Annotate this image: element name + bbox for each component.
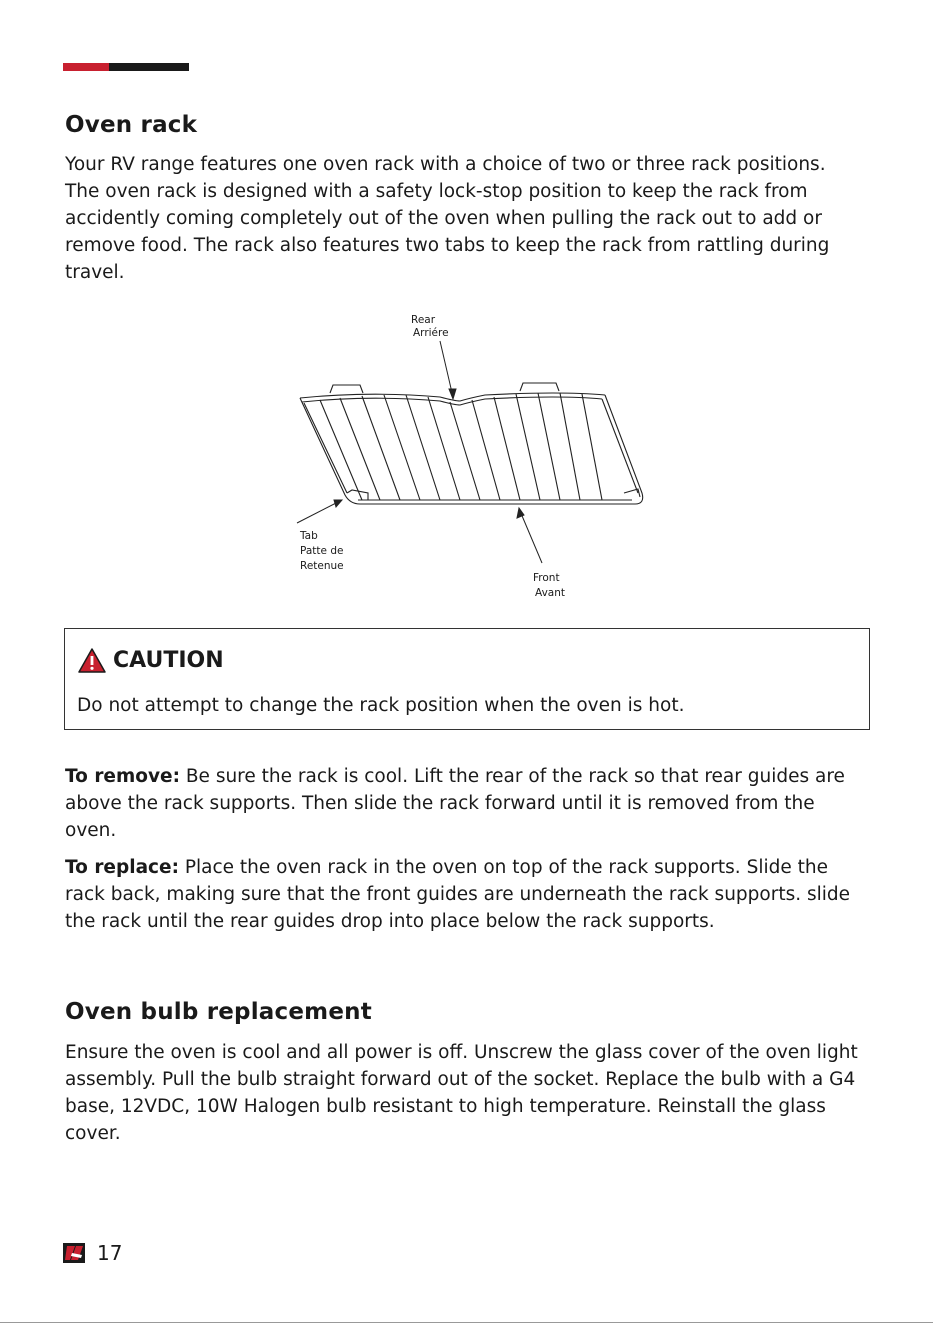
bottom-rule [0, 1322, 933, 1323]
label-rear-fr: Arriére [413, 327, 449, 339]
oven-rack-heading: Oven rack [65, 112, 198, 138]
page-number: 17 [97, 1241, 123, 1265]
label-tab-en: Tab [300, 530, 318, 542]
accent-bar-red [63, 63, 109, 71]
label-tab-fr-1: Patte de [300, 545, 344, 557]
brand-logo-icon [63, 1243, 85, 1263]
accent-bar-dark [109, 63, 189, 71]
oven-bulb-body: Ensure the oven is cool and all power is off. Unscrew the glass cover of the oven light assembly. Pull the bulb straight forward out of the socket. Replace the bulb with a G4 base, 12VDC, 10W Halogen bulb resistant to high temperature. Reinstall the glass cover. [65, 1042, 858, 1144]
caution-text: Do not attempt to change the rack position when the oven is hot. [77, 695, 685, 716]
replace-text: Place the oven rack in the oven on top of the rack supports. Slide the rack back, making sure that the front guides are underneath the rack supports. slide the rack until the rear guides drop into place below the rack supports. [65, 857, 851, 932]
label-front-en: Front [533, 572, 560, 584]
caution-header [77, 647, 224, 674]
remove-instructions [65, 763, 865, 844]
remove-label: To remove: [65, 766, 180, 787]
label-rear-en: Rear [411, 314, 436, 326]
oven-bulb-heading: Oven bulb replacement [65, 999, 372, 1025]
header-accent-bar [63, 63, 189, 71]
label-front-fr: Avant [535, 587, 565, 599]
caution-title: CAUTION [113, 648, 224, 673]
replace-instructions [65, 854, 865, 935]
label-tab-fr-2: Retenue [300, 560, 344, 572]
replace-label: To replace: [65, 857, 179, 878]
caution-box [64, 628, 870, 730]
warning-triangle-icon [77, 647, 107, 674]
oven-rack-diagram [280, 305, 660, 605]
remove-text: Be sure the rack is cool. Lift the rear of the rack so that rear guides are above the rack supports. Then slide the rack forward until it is removed from the oven. [65, 766, 845, 841]
oven-rack-body: Your RV range features one oven rack with a choice of two or three rack positions. The oven rack is designed with a safety lock-stop position to keep the rack from accidently coming completely out of the oven when pulling the rack out to add or remove food. The rack also features two tabs to keep the rack from rattling during travel. [65, 154, 830, 283]
page-footer [63, 1241, 122, 1265]
